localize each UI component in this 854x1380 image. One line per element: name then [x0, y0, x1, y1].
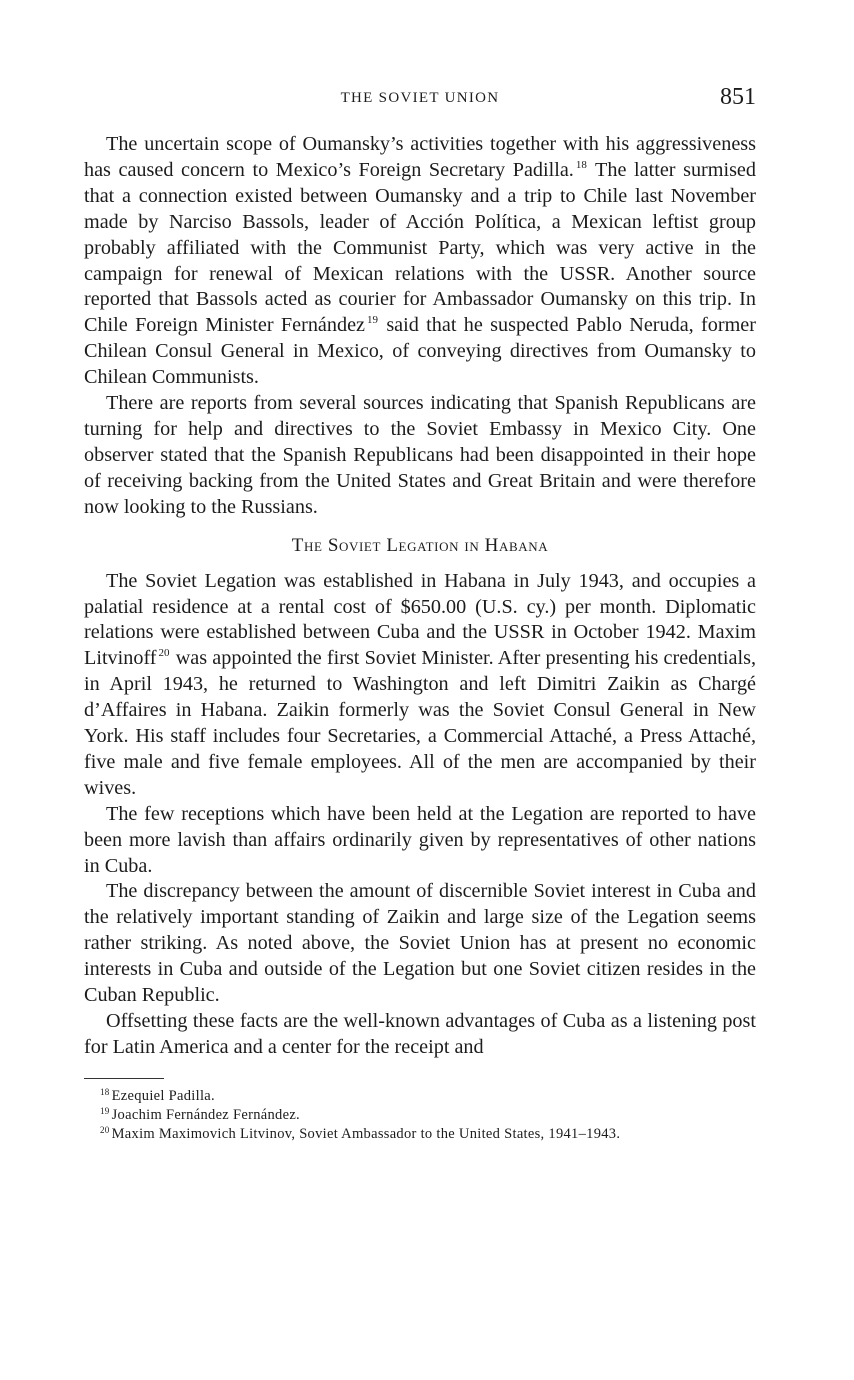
- paragraph-text: The uncertain scope of Oumansky’s activities together with his aggressiveness has caused concern to Mexico’s Foreign Secretary Padilla.: [84, 133, 756, 181]
- document-page: [84, 86, 756, 1144]
- paragraph-legation-established: [84, 569, 756, 802]
- footnote-text: Maxim Maximovich Litvinov, Soviet Ambassador to the United States, 1941–1943.: [111, 1125, 621, 1142]
- footnote-text: Joachim Fernández Fernández.: [111, 1106, 300, 1123]
- footnote-ref-19[interactable]: 19: [367, 314, 378, 327]
- footnote-20: [84, 1125, 756, 1144]
- page-number: 851: [720, 84, 756, 110]
- section-heading: The Soviet Legation in Habana: [291, 534, 549, 556]
- footnote-19: [84, 1106, 756, 1125]
- footnote-text: Ezequiel Padilla.: [111, 1087, 215, 1104]
- footnote-18: [84, 1087, 756, 1106]
- footnote-ref-20[interactable]: 20: [158, 647, 170, 660]
- paragraph-offsetting: Offsetting these facts are the well-known advantages of Cuba as a listening post for Latin America and a center for the receipt and: [84, 1010, 756, 1058]
- paragraph-discrepancy: The discrepancy between the amount of discernible Soviet interest in Cuba and the relatively important standing of Zaikin and large size of the Legation seems rather striking. As noted above, the Soviet Union has at present no economic interests in Cuba and outside of the Legation but one Soviet citizen resides in the Cuban Republic.: [84, 880, 756, 1007]
- page-header: [84, 86, 756, 118]
- footnote-ref-18[interactable]: 18: [575, 158, 587, 171]
- running-head: THE SOVIET UNION: [340, 90, 500, 106]
- paragraph-receptions: The few receptions which have been held at the Legation are reported to have been more lavish than affairs ordinarily given by representatives of other nations in Cuba.: [84, 802, 756, 877]
- paragraph-text: said that he suspected Pablo Neruda, former Chilean Consul General in Mexico, of conveying directives from Oumansky to Chilean Communists.: [84, 314, 756, 389]
- footnote-divider: [84, 1078, 164, 1079]
- paragraph-oumansky-activities: [84, 132, 756, 391]
- footnote-number: 18: [100, 1086, 110, 1097]
- footnote-number: 19: [100, 1105, 110, 1116]
- paragraph-text: was appointed the first Soviet Minister. After presenting his credentials, in April 1943, he returned to Washington and left Dimitri Zaikin as Chargé d’Affaires in Habana. Zaikin formerly was the Soviet Consul General in New York. His staff includes four Secretaries, a Commercial Attaché, a Press Attaché, five male and five female employees. All of the men are accompanied by their wives.: [84, 647, 756, 799]
- footnote-number: 20: [100, 1124, 110, 1135]
- paragraph-text: The Soviet Legation was established in Habana in July 1943, and occupies a palatial residence at a rental cost of $650.00 (U.S. cy.) per month. Diplomatic relations were established between Cuba and the USSR in October 1942. Maxim Litvinoff: [84, 569, 756, 670]
- paragraph-text: The latter surmised that a connection existed between Oumansky and a trip to Chile last November made by Narciso Bassols, leader of Acción Política, a Mexican leftist group probably affiliated with the Communist Party, which was very active in the campaign for renewal of Mexican relations with the USSR. Another source reported that Bassols acted as courier for Ambassador Oumansky on this trip. In Chile Foreign Minister Fernández: [84, 158, 756, 337]
- paragraph-spanish-republicans: There are reports from several sources indicating that Spanish Republicans are turning for help and directives to the Soviet Embassy in Mexico City. One observer stated that the Spanish Republicans had been disappointed in their hope of receiving backing from the United States and Great Britain and were therefore now looking to the Russians.: [84, 392, 756, 518]
